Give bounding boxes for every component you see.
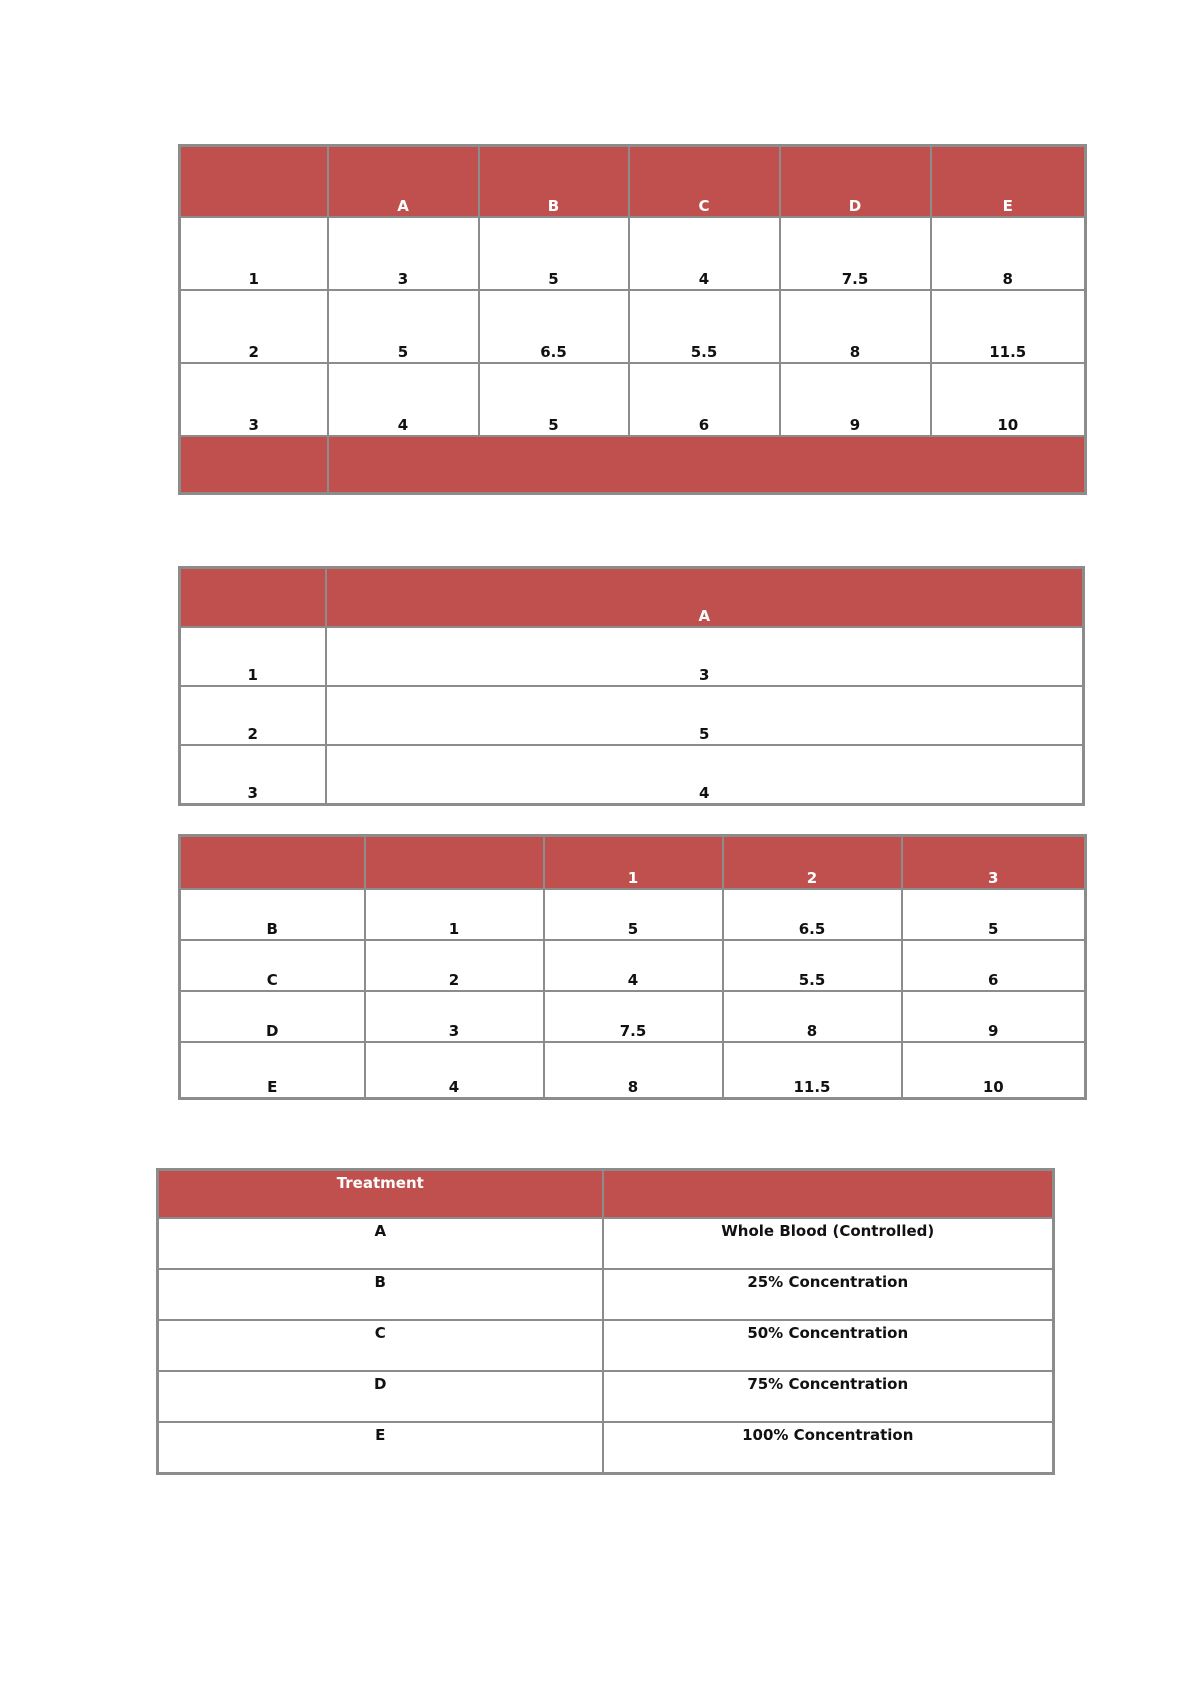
table-cell: 5: [479, 217, 629, 290]
table-cell: 4: [365, 1042, 544, 1099]
table-row: [180, 1042, 1086, 1099]
table-row: [158, 1371, 1054, 1422]
table-cell: 8: [780, 290, 931, 363]
table-cell: 5.5: [723, 940, 902, 991]
table-cell: 3: [180, 363, 328, 436]
table-row: [158, 1218, 1054, 1269]
table-row: [180, 686, 1084, 745]
table-row: [158, 1320, 1054, 1371]
table-cell: A: [158, 1218, 603, 1269]
table-row: [180, 940, 1086, 991]
table-cell: 4: [629, 217, 780, 290]
table-cell: 7.5: [544, 991, 723, 1042]
treatment-legend-table: [156, 1168, 1055, 1475]
header-cell: A: [326, 568, 1084, 628]
table-cell: 8: [931, 217, 1086, 290]
footer-cell: [180, 436, 328, 494]
table-cell: 6: [902, 940, 1086, 991]
table-cell: 1: [365, 889, 544, 940]
table-cell: B: [158, 1269, 603, 1320]
table-cell: 75% Concentration: [603, 1371, 1054, 1422]
table-cell: E: [180, 1042, 365, 1099]
header-row: [180, 146, 1086, 218]
table-cell: 5: [902, 889, 1086, 940]
table-cell: 2: [365, 940, 544, 991]
table-cell: 3: [180, 745, 326, 805]
table-cell: 3: [326, 627, 1084, 686]
table-cell: 11.5: [723, 1042, 902, 1099]
header-cell: 1: [544, 836, 723, 890]
table-row: [180, 991, 1086, 1042]
table-row: [180, 290, 1086, 363]
table-row: [180, 363, 1086, 436]
header-cell: 2: [723, 836, 902, 890]
table-cell: 8: [544, 1042, 723, 1099]
table-cell: 3: [328, 217, 479, 290]
table-row: [180, 745, 1084, 805]
header-row: [180, 568, 1084, 628]
table-cell: C: [180, 940, 365, 991]
table-row: [158, 1269, 1054, 1320]
header-cell: [180, 836, 365, 890]
header-cell: C: [629, 146, 780, 218]
header-cell: E: [931, 146, 1086, 218]
table-cell: 8: [723, 991, 902, 1042]
table-cell: 5: [479, 363, 629, 436]
header-cell: [180, 146, 328, 218]
table-cell: 7.5: [780, 217, 931, 290]
table-cell: 1: [180, 627, 326, 686]
table-cell: 4: [326, 745, 1084, 805]
table-cell: 6.5: [479, 290, 629, 363]
table-cell: D: [180, 991, 365, 1042]
table-cell: 4: [328, 363, 479, 436]
table-cell: 10: [931, 363, 1086, 436]
header-cell: [180, 568, 326, 628]
treatment-table-3: [178, 834, 1087, 1100]
treatment-table-1: [178, 144, 1087, 495]
table-cell: 6.5: [723, 889, 902, 940]
treatment-table-2: [178, 566, 1085, 806]
table-cell: 5: [544, 889, 723, 940]
table-cell: 9: [902, 991, 1086, 1042]
footer-cell: [328, 436, 1086, 494]
header-cell: [603, 1170, 1054, 1219]
table-cell: 6: [629, 363, 780, 436]
table-cell: 4: [544, 940, 723, 991]
table-row: [180, 889, 1086, 940]
header-cell: 3: [902, 836, 1086, 890]
table-cell: C: [158, 1320, 603, 1371]
table-cell: 100% Concentration: [603, 1422, 1054, 1474]
header-cell: [365, 836, 544, 890]
table-cell: E: [158, 1422, 603, 1474]
table-cell: 50% Concentration: [603, 1320, 1054, 1371]
table-cell: B: [180, 889, 365, 940]
table-cell: 3: [365, 991, 544, 1042]
table-cell: 9: [780, 363, 931, 436]
table-cell: 1: [180, 217, 328, 290]
footer-bar-row: [180, 436, 1086, 494]
table-row: [180, 627, 1084, 686]
table-cell: 2: [180, 290, 328, 363]
table-cell: 2: [180, 686, 326, 745]
table-cell: D: [158, 1371, 603, 1422]
header-row: [180, 836, 1086, 890]
table-cell: Whole Blood (Controlled): [603, 1218, 1054, 1269]
table-cell: 25% Concentration: [603, 1269, 1054, 1320]
table-cell: 5: [326, 686, 1084, 745]
header-cell: A: [328, 146, 479, 218]
table-row: [158, 1422, 1054, 1474]
header-cell: Treatment: [158, 1170, 603, 1219]
table-cell: 10: [902, 1042, 1086, 1099]
table-row: [180, 217, 1086, 290]
header-cell: B: [479, 146, 629, 218]
header-cell: D: [780, 146, 931, 218]
table-cell: 5: [328, 290, 479, 363]
table-cell: 5.5: [629, 290, 780, 363]
header-row: [158, 1170, 1054, 1219]
table-cell: 11.5: [931, 290, 1086, 363]
